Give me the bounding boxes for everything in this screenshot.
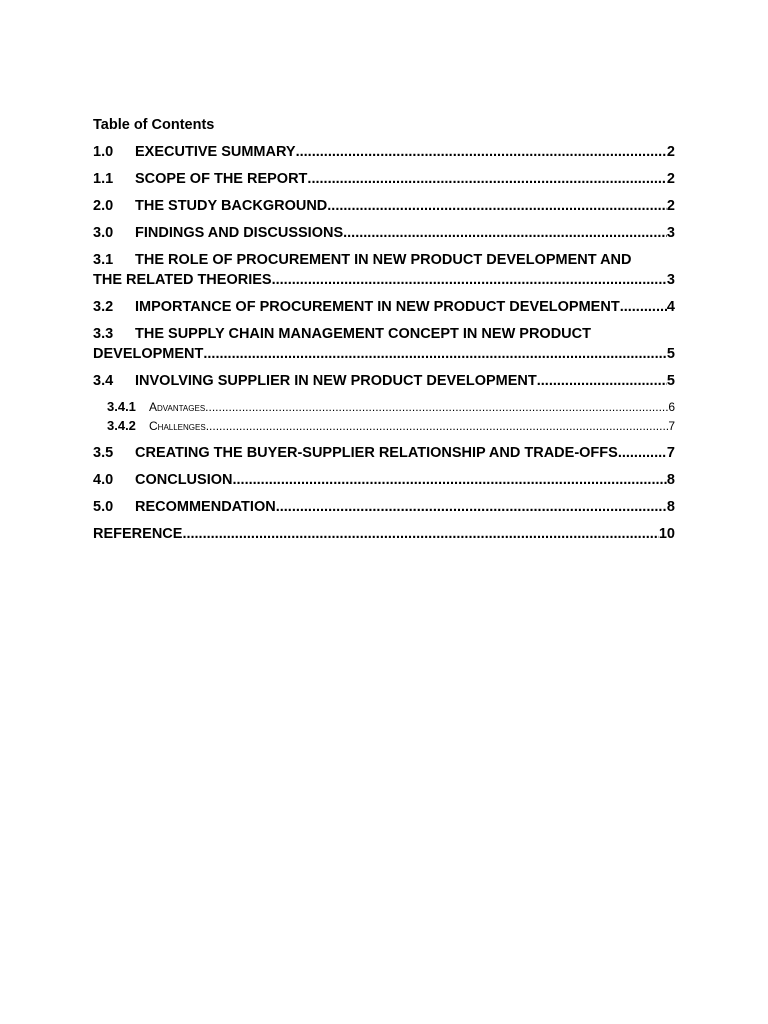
toc-entry-page: 2 [666,144,675,160]
toc-entry-number: 3.1 [93,252,114,268]
toc-entry-page: 3 [666,272,675,288]
toc-leader-dots [327,196,667,216]
toc-entry-number: 5.0 [93,499,114,515]
toc-entry-executive-summary[interactable] [93,142,675,162]
toc-entry-supply-chain-concept[interactable] [93,324,675,364]
toc-leader-dots [618,443,667,463]
toc-entry-importance-of-procurement[interactable] [93,297,675,317]
toc-entry-study-background[interactable] [93,196,675,216]
toc-entry-findings-discussions[interactable] [93,223,675,243]
toc-entry-page: 10 [658,526,675,542]
toc-entry-title: Challenges [149,419,206,433]
toc-entry-page: 2 [666,198,675,214]
toc-entry-title: CREATING THE BUYER-SUPPLIER RELATIONSHIP AND TRADE-OFFS [135,445,618,461]
toc-leader-dots [620,297,667,317]
toc-entry-number: 2.0 [93,198,114,214]
toc-entry-buyer-supplier-relationship[interactable] [93,443,675,463]
toc-entry-page: 5 [666,346,675,362]
toc-entry-title: REFERENCE [93,526,183,542]
toc-entry-number: 3.0 [93,225,114,241]
toc-entry-page: 7 [666,445,675,461]
toc-leader-dots [203,344,667,364]
toc-leader-dots [182,524,658,544]
toc-leader-dots [272,270,667,290]
toc-entry-number: 4.0 [93,472,114,488]
toc-entry-number: 3.2 [93,299,114,315]
toc-entry-advantages[interactable] [93,398,675,415]
toc-entry-title: FINDINGS AND DISCUSSIONS [135,225,344,241]
toc-entry-involving-supplier[interactable] [93,371,675,391]
toc-entry-title-line1: THE ROLE OF PROCUREMENT IN NEW PRODUCT DEVELOPMENT AND [135,252,632,268]
table-of-contents [93,116,675,551]
toc-entry-page: 2 [666,171,675,187]
toc-leader-dots [232,470,666,490]
toc-leader-dots [343,223,667,243]
toc-entry-number: 3.4.2 [107,418,136,433]
toc-entry-page: 8 [666,499,675,515]
toc-entry-recommendation[interactable] [93,497,675,517]
toc-entry-title-line1: THE SUPPLY CHAIN MANAGEMENT CONCEPT IN NEW PRODUCT [135,326,591,342]
toc-entry-conclusion[interactable] [93,470,675,490]
toc-leader-dots [307,169,667,189]
toc-leader-dots [206,418,669,435]
toc-leader-dots [205,399,668,416]
toc-entry-scope-of-report[interactable] [93,169,675,189]
toc-leader-dots [537,371,667,391]
toc-entry-number: 3.3 [93,326,114,342]
toc-entry-title: INVOLVING SUPPLIER IN NEW PRODUCT DEVELOPMENT [135,373,537,389]
toc-entry-page: 6 [668,400,675,414]
toc-heading: Table of Contents [93,117,215,133]
toc-entry-title: RECOMMENDATION [135,499,276,515]
toc-entry-page: 3 [666,225,675,241]
toc-entry-title: IMPORTANCE OF PROCUREMENT IN NEW PRODUCT DEVELOPMENT [135,299,620,315]
toc-entry-page: 5 [666,373,675,389]
toc-entry-number: 3.4 [93,373,114,389]
toc-entry-number: 1.1 [93,171,114,187]
toc-entry-title: THE STUDY BACKGROUND [135,198,328,214]
toc-entry-number: 1.0 [93,144,114,160]
toc-entry-title: SCOPE OF THE REPORT [135,171,308,187]
toc-entry-page: 4 [666,299,675,315]
toc-entry-title-line2: THE RELATED THEORIES [93,272,272,288]
toc-entry-role-of-procurement[interactable] [93,250,675,290]
toc-entry-title: CONCLUSION [135,472,233,488]
toc-entry-title-line2: DEVELOPMENT [93,346,204,362]
toc-entry-challenges[interactable] [93,417,675,434]
toc-entry-page: 8 [666,472,675,488]
toc-entry-reference[interactable] [93,524,675,544]
toc-entry-title: EXECUTIVE SUMMARY [135,144,296,160]
toc-entry-number: 3.5 [93,445,114,461]
toc-entry-number: 3.4.1 [107,399,136,414]
toc-leader-dots [276,497,667,517]
toc-leader-dots [296,142,667,162]
toc-entry-title: Advantages [149,400,206,414]
toc-entry-page: 7 [668,419,675,433]
